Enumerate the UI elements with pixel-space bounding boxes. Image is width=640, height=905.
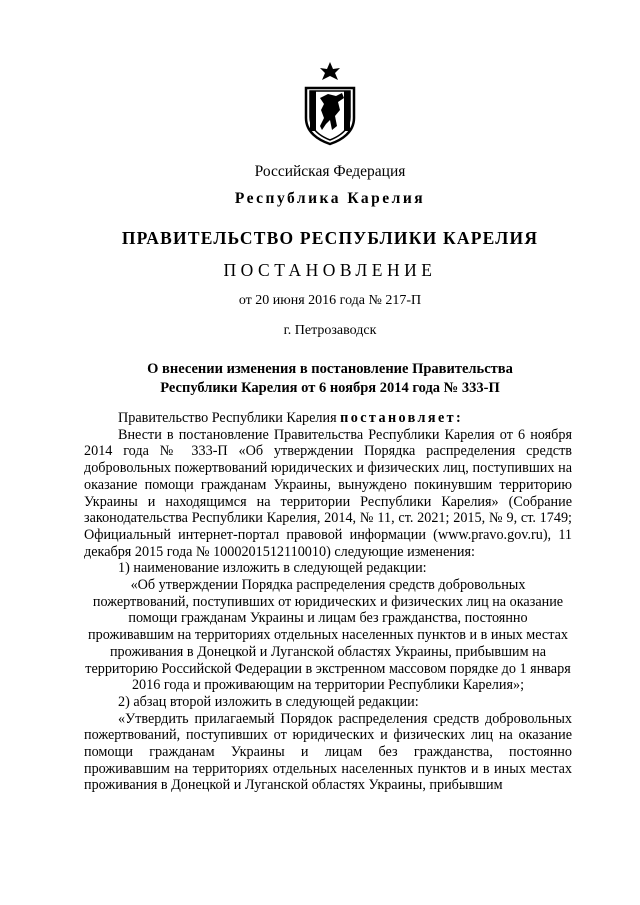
quote-2: «Утвердить прилагаемый Порядок распределения средств добровольных пожертвований, поступивших от юридических и физических лиц на оказание помощи гражданам Украины и лицам без гражданства, постоянно проживавшим на территориях отдельных населенных пунктов и в иных местах проживания в Донецкой и Луганской областях Украины, прибывшим [84, 710, 572, 794]
government-title: ПРАВИТЕЛЬСТВО РЕСПУБЛИКИ КАРЕЛИЯ [121, 228, 539, 248]
coat-of-arms-icon [302, 60, 358, 146]
intro-paragraph [84, 410, 572, 427]
subject-line: О внесении изменения в постановление Правительства [147, 361, 513, 377]
intro-text: Правительство Республики Карелия [118, 410, 341, 426]
document-type: ПОСТАНОВЛЕНИЕ [223, 260, 437, 280]
document-subject [110, 360, 550, 398]
federation-title: Российская Федерация [254, 163, 406, 180]
decree-word: постановляет: [340, 410, 464, 426]
republic-title: Республика Карелия [234, 190, 426, 207]
quote-1: «Об утверждении Порядка распределения средств добровольных пожертвований, поступивших от юридических и физических лиц на оказание помощи гражданам Украины и лицам без гражданства, постоянно проживавшим на территориях отдельных населенных пунктов и в иных местах проживания в Донецкой и Луганской областях Украины, прибывшим на территорию Российской Федерации в экстренном массовом порядке до 1 января 2016 года и проживающим на территории Республики Карелия»; [85, 577, 571, 694]
item-1: 1) наименование изложить в следующей редакции: [118, 560, 427, 577]
subject-line: Республики Карелия от 6 ноября 2014 года № 333-П [160, 380, 500, 396]
item-2: 2) абзац второй изложить в следующей редакции: [118, 693, 419, 710]
document-city: г. Петрозаводск [283, 323, 377, 338]
main-paragraph: Внести в постановление Правительства Республики Карелия от 6 ноября 2014 года № 333-П «Об утверждении Порядка распределения средств добровольных пожертвований юридических и физических лиц, поступивших на оказание помощи гражданам Украины, вынуждено покинувшим территорию Украины и находящимся на территории Республики Карелия» (Собрание законодательства Республики Карелия, 2014, № 11, ст. 2021; 2015, № 9, ст. 1749; Официальный интернет-портал правовой информации (www.pravo.gov.ru), 11 декабря 2015 года № 1000201512110010) следующие изменения: [84, 426, 572, 560]
document-body [84, 410, 572, 794]
document-date: от 20 июня 2016 года № 217-П [238, 293, 422, 308]
